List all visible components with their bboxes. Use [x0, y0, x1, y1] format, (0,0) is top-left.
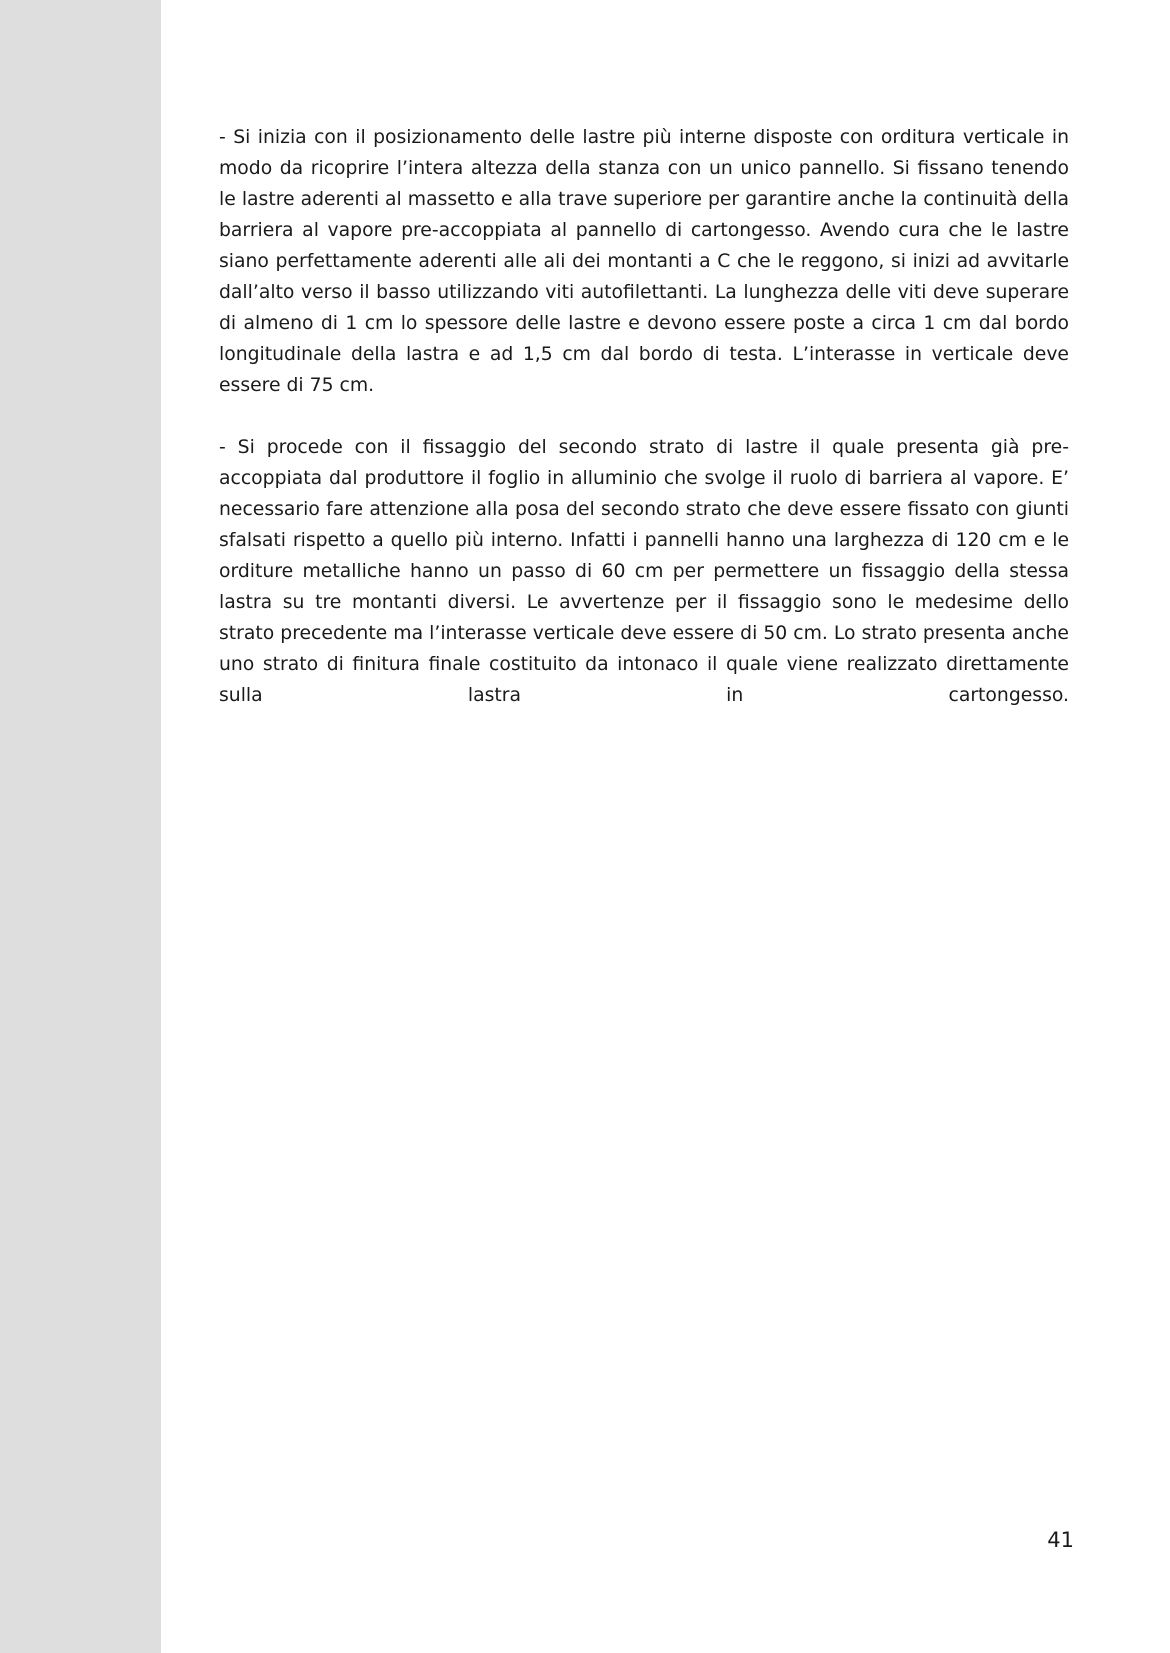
paragraph-first: - Si inizia con il posizionamento delle lastre più interne disposte con orditura verticale in modo da ricoprire l’intera altezza della stanza con un unico pannello. Si fissano tenendo le lastre aderenti al massetto e alla trave superiore per garantire anche la continuità della barriera al vapore pre-accoppiata al pannello di cartongesso. Avendo cura che le lastre siano perfettamente aderenti alle ali dei montanti a C che le reggono, si inizi ad avvitarle dall’alto verso il basso utilizzando viti autofilettanti. La lunghezza delle viti deve superare di almeno di 1 cm lo spessore delle lastre e devono essere poste a circa 1 cm dal bordo longitudinale della lastra e ad 1,5 cm dal bordo di testa. L’interasse in verticale deve essere di 75 cm. [219, 127, 1069, 396]
body-text [219, 122, 1069, 711]
page-side-band [0, 0, 161, 1653]
paragraph-second: - Si procede con il fissaggio del secondo strato di lastre il quale presenta già pre-accoppiata dal produttore il foglio in alluminio che svolge il ruolo di barriera al vapore. E’ necessario fare attenzione alla posa del secondo strato che deve essere fissato con giunti sfalsati rispetto a quello più interno. Infatti i pannelli hanno una larghezza di 120 cm e le orditure metalliche hanno un passo di 60 cm per permettere un fissaggio della stessa lastra su tre montanti diversi. Le avvertenze per il fissaggio sono le medesime dello strato precedente ma l’interasse verticale deve essere di 50 cm. Lo strato presenta anche uno strato di finitura finale costituito da intonaco il quale viene realizzato direttamente sulla lastra in cartongesso. [219, 437, 1069, 706]
page-number: 41 [1047, 1528, 1074, 1552]
